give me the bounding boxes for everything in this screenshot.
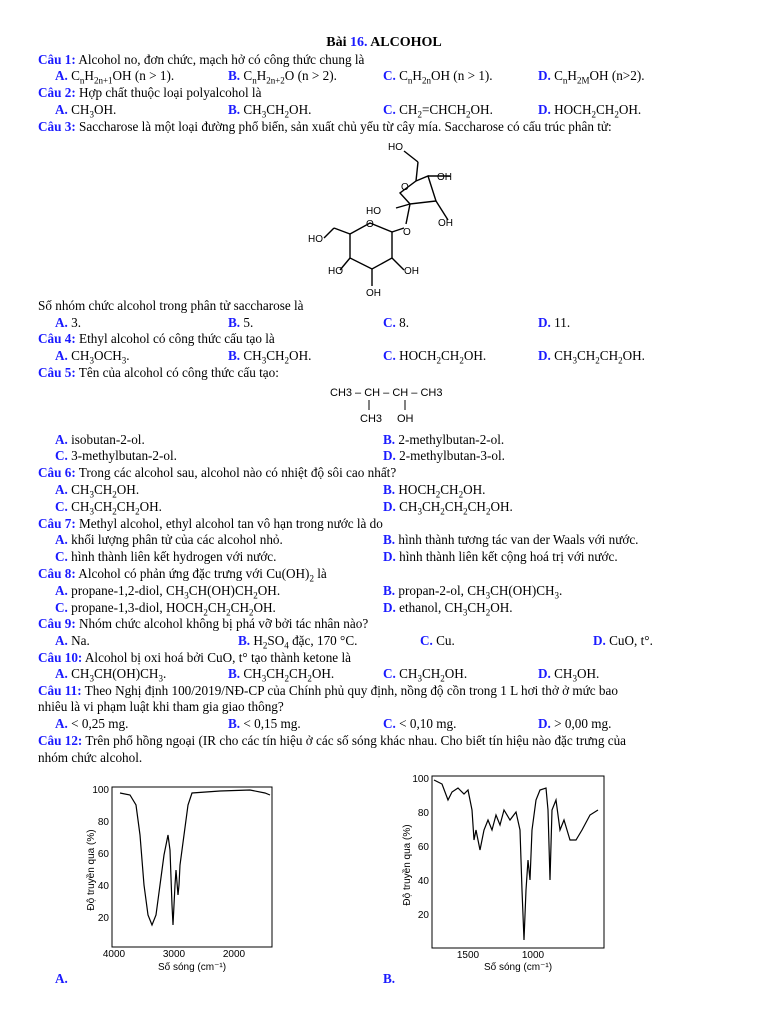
saccharose-ho-mid: HO — [366, 206, 381, 217]
q2-option-c: C. $CH_2=CHCH_2OH$. — [383, 102, 493, 120]
saccharose-oh-bottom: OH — [366, 288, 381, 299]
q11-option-d: D. > 0,00 mg. — [538, 716, 612, 731]
question-1: Câu 1: Alcohol no, đơn chức, mạch hở có công thức chung là — [38, 52, 365, 67]
question-11-cont: nhiêu là vi phạm luật khi tham gia giao thông? — [38, 699, 284, 714]
q2-option-d: D. $HOCH_2CH_2OH$. — [538, 102, 642, 120]
saccharose-o-ring2: O — [366, 219, 374, 230]
q5-option-b: B. 2-methylbutan-2-ol. — [383, 432, 505, 447]
ira-xtick-4000: 4000 — [102, 949, 126, 960]
question-4: Câu 4: Ethyl alcohol có công thức cấu tạo là — [38, 331, 275, 346]
struct5-oh: OH — [397, 413, 414, 425]
q4-option-c: C. $HOCH_2CH_2OH$. — [383, 348, 487, 366]
struct5-row1: CH3 – CH – CH – CH3 — [330, 387, 443, 399]
q9-option-c: C. Cu. — [420, 633, 455, 648]
irb-xtick-1000: 1000 — [521, 950, 545, 961]
q10-option-c: C. $CH_3CH_2OH$. — [383, 666, 468, 684]
q6-option-d: D. $CH_3CH_2CH_2CH_2OH$. — [383, 499, 513, 517]
ir-spectrum-b — [400, 770, 610, 975]
q5-option-c: C. 3-methylbutan-2-ol. — [55, 448, 177, 463]
q3-option-b: B. 5. — [228, 315, 254, 330]
irb-ytick-40: 40 — [417, 876, 429, 887]
ira-xtick-3000: 3000 — [162, 949, 186, 960]
q8-option-b: B. propan-2-ol, $CH_3CH(OH)CH_3$. — [383, 583, 563, 601]
saccharose-ho-left: HO — [308, 234, 323, 245]
ir-spectrum-a — [80, 775, 280, 975]
irb-ytick-60: 60 — [417, 842, 429, 853]
q11-option-a: A. < 0,25 mg. — [55, 716, 129, 731]
saccharose-oh-br: OH — [404, 266, 419, 277]
q9-option-b: B. $H_2SO_4$ đặc, 170 °C. — [238, 633, 358, 651]
q6-option-b: B. $HOCH_2CH_2OH$. — [383, 482, 486, 500]
q3-option-c: C. 8. — [383, 315, 410, 330]
q7-option-c: C. hình thành liên kết hydrogen với nước. — [55, 549, 277, 564]
q12-option-a: A. — [55, 971, 68, 986]
question-8: Câu 8: Alcohol có phản ứng đặc trưng với $Cu(OH)_2$ là — [38, 566, 327, 584]
ira-ylabel: Độ truyền qua (%) — [86, 829, 97, 911]
q7-option-a: A. khối lượng phân tử của các alcohol nhỏ. — [55, 532, 283, 547]
question-5: Câu 5: Tên của alcohol có công thức cấu tạo: — [38, 365, 279, 380]
q3-option-a: A. 3. — [55, 315, 82, 330]
ira-ytick-60: 60 — [97, 849, 109, 860]
q11-option-b: B. < 0,15 mg. — [228, 716, 301, 731]
q12-option-b: B. — [383, 971, 396, 986]
q5-option-d: D. 2-methylbutan-3-ol. — [383, 448, 505, 463]
question-11: Câu 11: Theo Nghị định 100/2019/NĐ-CP của Chính phủ quy định, nồng độ cồn trong 1 L hơi thở ở mức bao — [38, 683, 618, 698]
q10-option-d: D. $CH_3OH$. — [538, 666, 600, 684]
q7-option-b: B. hình thành tương tác van der Waals với nước. — [383, 532, 639, 547]
page-title: Bài 16. ALCOHOL — [326, 35, 442, 50]
q4-option-a: A. $CH_3OCH_3$. — [55, 348, 130, 366]
q4-option-b: B. $CH_3CH_2OH$. — [228, 348, 312, 366]
irb-xlabel: Số sóng (cm⁻¹) — [483, 962, 553, 973]
ira-xtick-2000: 2000 — [222, 949, 246, 960]
irb-ytick-20: 20 — [417, 910, 429, 921]
q7-option-d: D. hình thành liên kết cộng hoá trị với nước. — [383, 549, 618, 564]
q9-option-a: A. Na. — [55, 633, 90, 648]
q11-option-c: C. < 0,10 mg. — [383, 716, 457, 731]
q9-option-d: D. CuO, t°. — [593, 633, 653, 648]
saccharose-o-link: O — [403, 227, 411, 238]
question-3: Câu 3: Saccharose là một loại đường phổ biến, sản xuất chủ yếu từ cây mía. Saccharose có cấu trúc phân tử: — [38, 119, 612, 134]
irb-ylabel: Độ truyền qua (%) — [402, 824, 413, 906]
question-6: Câu 6: Trong các alcohol sau, alcohol nào có nhiệt độ sôi cao nhất? — [38, 465, 397, 480]
irb-ytick-100: 100 — [412, 774, 429, 785]
ira-ytick-40: 40 — [97, 881, 109, 892]
ira-ytick-20: 20 — [97, 913, 109, 924]
q6-option-c: C. $CH_3CH_2CH_2OH$. — [55, 499, 162, 517]
struct5-ch3: CH3 — [360, 413, 383, 425]
saccharose-o-ring1: O — [401, 182, 409, 193]
ira-ytick-100: 100 — [92, 785, 109, 796]
q5-option-a: A. isobutan-2-ol. — [55, 432, 145, 447]
q10-option-a: A. $CH_3CH(OH)CH_3$. — [55, 666, 167, 684]
q4-option-d: D. $CH_3CH_2CH_2OH$. — [538, 348, 645, 366]
question-12: Câu 12: Trên phổ hồng ngoại (IR cho các tín hiệu ở các số sóng khác nhau. Cho biết tín hiệu nào đặc trưng của — [38, 733, 627, 748]
ira-xlabel: Số sóng (cm⁻¹) — [157, 962, 227, 973]
q8-option-d: D. ethanol, $CH_3CH_2OH$. — [383, 600, 513, 618]
question-7: Câu 7: Methyl alcohol, ethyl alcohol tan vô hạn trong nước là do — [38, 516, 383, 531]
saccharose-oh-right: OH — [437, 172, 452, 183]
q8-option-c: C. propane-1,3-diol, $HOCH_2CH_2CH_2OH$. — [55, 600, 276, 618]
irb-ytick-80: 80 — [417, 808, 429, 819]
ira-ytick-80: 80 — [97, 817, 109, 828]
question-2: Câu 2: Hợp chất thuộc loại polyalcohol là — [38, 85, 262, 100]
q8-option-a: A. propane-1,2-diol, $CH_3CH(OH)CH_2OH$. — [55, 583, 281, 601]
q6-option-a: A. $CH_3CH_2OH$. — [55, 482, 140, 500]
question-3-prompt: Số nhóm chức alcohol trong phân tử saccharose là — [38, 298, 304, 313]
question-9: Câu 9: Nhóm chức alcohol không bị phá vỡ bởi tác nhân nào? — [38, 616, 369, 631]
q2-option-b: B. $CH_3CH_2OH$. — [228, 102, 312, 120]
irb-spectrum-line — [434, 780, 598, 940]
q1-option-a: A. $C_nH_{2n+1}OH$ (n > 1). — [55, 68, 175, 86]
q2-option-a: A. $CH_3OH$. — [55, 102, 117, 120]
saccharose-structure — [300, 138, 453, 300]
irb-xtick-1500: 1500 — [456, 950, 480, 961]
q3-option-d: D. 11. — [538, 315, 571, 330]
q10-option-b: B. $CH_3CH_2CH_2OH$. — [228, 666, 335, 684]
saccharose-oh-mid: OH — [438, 218, 453, 229]
saccharose-ho-top: HO — [388, 142, 403, 153]
ira-spectrum-line — [120, 790, 270, 925]
q1-option-b: B. $C_nH_{2n+2}O$ (n > 2). — [228, 68, 337, 86]
question-12-cont: nhóm chức alcohol. — [38, 750, 143, 765]
q1-option-d: D. $C_nH_{2M}OH$ (n>2). — [538, 68, 645, 86]
question-10: Câu 10: Alcohol bị oxi hoá bởi CuO, t° tạo thành ketone là — [38, 650, 351, 665]
structure-q5 — [326, 383, 456, 427]
q1-option-c: C. $C_nH_{2n}OH$ (n > 1). — [383, 68, 493, 86]
saccharose-ho-bl: HO — [328, 266, 343, 277]
